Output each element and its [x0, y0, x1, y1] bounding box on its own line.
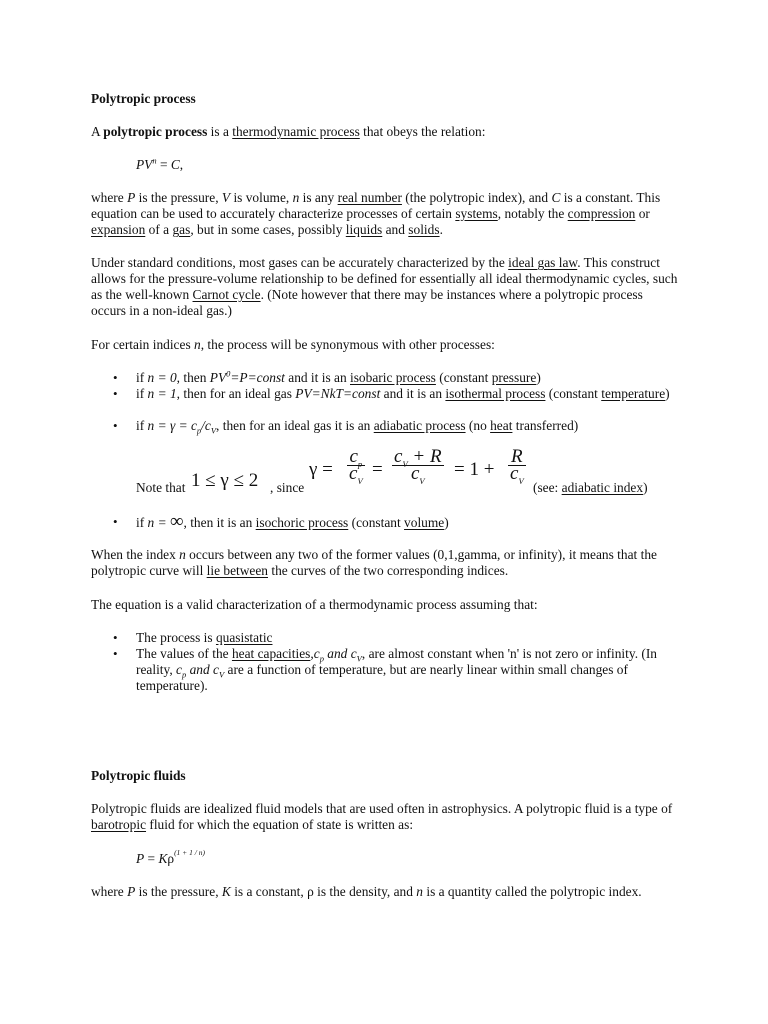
text: if [136, 418, 148, 433]
link-quasistatic[interactable]: quasistatic [215, 630, 273, 645]
text: of a [145, 222, 173, 237]
text: the curves of the two corresponding indices. [268, 563, 509, 578]
text: ) [536, 370, 541, 385]
frac-sub: p [357, 458, 363, 469]
sub-v: V [356, 653, 362, 664]
sub-p: p [319, 653, 324, 664]
text: and [382, 222, 409, 237]
link-systems[interactable]: systems [455, 206, 498, 221]
text: and it is an [380, 386, 446, 401]
text: (constant [435, 370, 492, 385]
text: , notably the [497, 206, 568, 221]
bullet-marker: • [113, 630, 118, 645]
fraction-cvr-cv [392, 446, 444, 486]
var-n: n [194, 337, 201, 352]
text: ) [665, 386, 670, 401]
text: is the pressure, [135, 884, 222, 899]
list-item-isochoric [136, 511, 681, 532]
var-p: P [127, 884, 136, 899]
text: if [136, 370, 148, 385]
cond: /c [201, 418, 211, 433]
var-pv: PV [209, 370, 227, 385]
indices-paragraph [91, 337, 681, 353]
eq: =P=const [230, 370, 285, 385]
frac-sub: V [357, 475, 363, 486]
eq-exponent: (1 + 1 / n) [174, 847, 205, 857]
var-n: n [416, 884, 423, 899]
ideal-gas-paragraph [91, 255, 681, 319]
section-heading-polytropic-fluids: Polytropic fluids [91, 768, 186, 783]
sub-p: p [181, 669, 187, 680]
frac-num: R [511, 446, 523, 467]
fraction-r-cv [508, 446, 526, 486]
text: , since [270, 480, 305, 495]
fluids-paragraph [91, 801, 681, 833]
link-expansion[interactable]: expansion [91, 222, 146, 237]
text: if [136, 515, 148, 530]
var-c: c [176, 662, 182, 677]
definition-paragraph [91, 190, 681, 238]
text: where [91, 190, 128, 205]
text: Under standard conditions, most gases can be accurately characterized by the [91, 255, 509, 270]
bullet-marker: • [113, 370, 118, 385]
frac-den: c [510, 463, 519, 484]
equation-polytropic-fluid [136, 847, 726, 867]
link-isothermal-process[interactable]: isothermal process [445, 386, 546, 401]
text: is volume, [230, 190, 293, 205]
equals-one-plus: = 1 + [454, 459, 495, 480]
bullet-marker: • [113, 646, 118, 661]
gamma-symbol: γ = [309, 459, 333, 480]
text: or [635, 206, 650, 221]
bullet-marker: • [113, 418, 118, 433]
eq-comma: , [179, 157, 184, 172]
var-v: V [221, 190, 231, 205]
gamma-inequality: 1 ≤ γ ≤ 2 [191, 470, 259, 491]
text: is a quantity called the polytropic index. [423, 884, 642, 899]
cond: n = [147, 515, 170, 530]
list-item-quasistatic [136, 630, 681, 646]
text: The values of the [136, 646, 232, 661]
link-heat-capacities[interactable]: heat capacities [231, 646, 311, 661]
gamma-note [136, 445, 681, 501]
assumptions-intro: The equation is a valid characterization of a thermodynamic process assuming that: [91, 597, 538, 612]
text: is a constant, ρ is the density, and [230, 884, 417, 899]
list-item-isothermal [136, 386, 681, 402]
text: (constant [545, 386, 602, 401]
link-volume[interactable]: volume [404, 515, 445, 530]
equals: = [372, 459, 383, 480]
text: , but in some cases, possibly [190, 222, 346, 237]
eq-p: P [136, 851, 145, 866]
var-p: P [127, 190, 136, 205]
text: Polytropic fluids are idealized fluid models that are used often in astrophysics. A polytropic fluid is a type of [91, 801, 673, 816]
eq-pv: PV [136, 157, 153, 172]
link-gas[interactable]: gas [172, 222, 191, 237]
list-item-heat-capacities [136, 646, 681, 694]
frac-num-tail: + R [407, 446, 442, 467]
var-c: C [551, 190, 561, 205]
var-c: c [313, 646, 320, 661]
eq-equals: = [156, 157, 171, 172]
frac-num: c [394, 446, 403, 467]
frac-den: c [349, 463, 358, 484]
text: , then [176, 370, 210, 385]
term-polytropic-process: polytropic process [103, 124, 208, 139]
eq: PV=NkT=const [295, 386, 381, 401]
text: (the polytropic index), and [401, 190, 552, 205]
link-adiabatic-index[interactable]: adiabatic index [561, 480, 644, 495]
text: is any [299, 190, 338, 205]
text: . This construct allows for the pressure-volume relationship to be defined for essentially all ideal thermodynamic cycles, such as the well-known [91, 255, 678, 302]
text: fluid for which the equation of state is written as: [146, 817, 414, 832]
link-carnot-cycle[interactable]: Carnot cycle [192, 287, 261, 302]
link-real-number[interactable]: real number [337, 190, 402, 205]
text: is a constant. This equation can be used to accurately characterize processes of certain [91, 190, 661, 221]
cond: n = γ = c [147, 418, 197, 433]
text: A [91, 124, 104, 139]
text: where [91, 884, 128, 899]
link-isobaric-process[interactable]: isobaric process [350, 370, 436, 385]
text: if [136, 386, 148, 401]
var-and-c: and c [186, 662, 219, 677]
link-barotropic[interactable]: barotropic [91, 817, 147, 832]
eq-equals: = [144, 851, 159, 866]
text: that obeys the relation: [359, 124, 486, 139]
text: ) [444, 515, 449, 530]
link-ideal-gas-law[interactable]: ideal gas law [508, 255, 578, 270]
cond: n = 1 [147, 386, 177, 401]
link-heat[interactable]: heat [490, 418, 513, 433]
link-liquids[interactable]: liquids [345, 222, 383, 237]
infinity-symbol: ∞ [169, 511, 184, 532]
text: (no [465, 418, 491, 433]
text: , [310, 646, 314, 661]
link-solids[interactable]: solids [408, 222, 440, 237]
frac-sub: V [402, 458, 408, 469]
text: When the index [91, 547, 180, 562]
section-heading-polytropic-process: Polytropic process [91, 91, 196, 106]
text: , then for an ideal gas it is an [216, 418, 374, 433]
bullet-marker: • [113, 514, 118, 529]
text: ) [643, 480, 648, 495]
text: , the process will be synonymous with other processes: [200, 337, 495, 352]
eq-rho: ρ [167, 851, 175, 866]
text: (see: [533, 480, 562, 495]
frac-num: c [349, 446, 358, 467]
cond: n = 0 [147, 370, 177, 385]
sub-v: V [210, 425, 217, 436]
var-n: n [179, 547, 186, 562]
link-temperature[interactable]: temperature [601, 386, 666, 401]
exp-zero: 0 [226, 368, 231, 379]
list-item-isobaric [136, 370, 681, 386]
text: occurs between any two of the former values (0,1,gamma, or infinity), it means that the polytropic curve will [91, 547, 657, 578]
bullet-marker: • [113, 386, 118, 401]
eq-exponent-n: n [152, 155, 157, 166]
index-between-paragraph [91, 547, 681, 579]
intro-paragraph [91, 124, 681, 140]
frac-sub: V [518, 475, 524, 486]
link-lie-between[interactable]: lie between [206, 563, 268, 578]
see-adiabatic-index [533, 480, 648, 496]
text: . [439, 222, 443, 237]
link-pressure[interactable]: pressure [491, 370, 537, 385]
var-k: K [221, 884, 231, 899]
link-isochoric-process[interactable]: isochoric process [255, 515, 349, 530]
text: The process is [136, 630, 216, 645]
text: are a function of temperature, but are nearly linear within small changes of temperature). [136, 662, 628, 693]
text: and it is an [284, 370, 350, 385]
text: is a [207, 124, 233, 139]
text: For certain indices [91, 337, 194, 352]
link-adiabatic-process[interactable]: adiabatic process [373, 418, 466, 433]
var-and-c: and c [323, 646, 357, 661]
eq-k: K [158, 851, 168, 866]
equation-pvn [136, 157, 726, 173]
var-n: n [292, 190, 300, 205]
text: . (Note however that there may be instances where a polytropic process occurs in a non-ideal gas.) [91, 287, 643, 318]
fluid-variables-paragraph [91, 884, 681, 900]
frac-den: c [410, 463, 420, 484]
text: transferred) [512, 418, 579, 433]
text: is the pressure, [135, 190, 222, 205]
text: , then for an ideal gas [176, 386, 296, 401]
sub-v: V [218, 669, 225, 680]
eq-c: C [170, 157, 180, 172]
text: (constant [348, 515, 405, 530]
sub-p: p [196, 425, 202, 436]
link-thermodynamic-process[interactable]: thermodynamic process [232, 124, 360, 139]
text: , then it is an [183, 515, 256, 530]
list-item-adiabatic [136, 418, 681, 434]
text: Note that [136, 480, 186, 495]
frac-sub: V [419, 475, 425, 486]
fraction-cp-cv [347, 446, 365, 486]
link-compression[interactable]: compression [567, 206, 636, 221]
text: , are almost constant when 'n' is not zero or infinity. (In reality, [136, 646, 658, 677]
